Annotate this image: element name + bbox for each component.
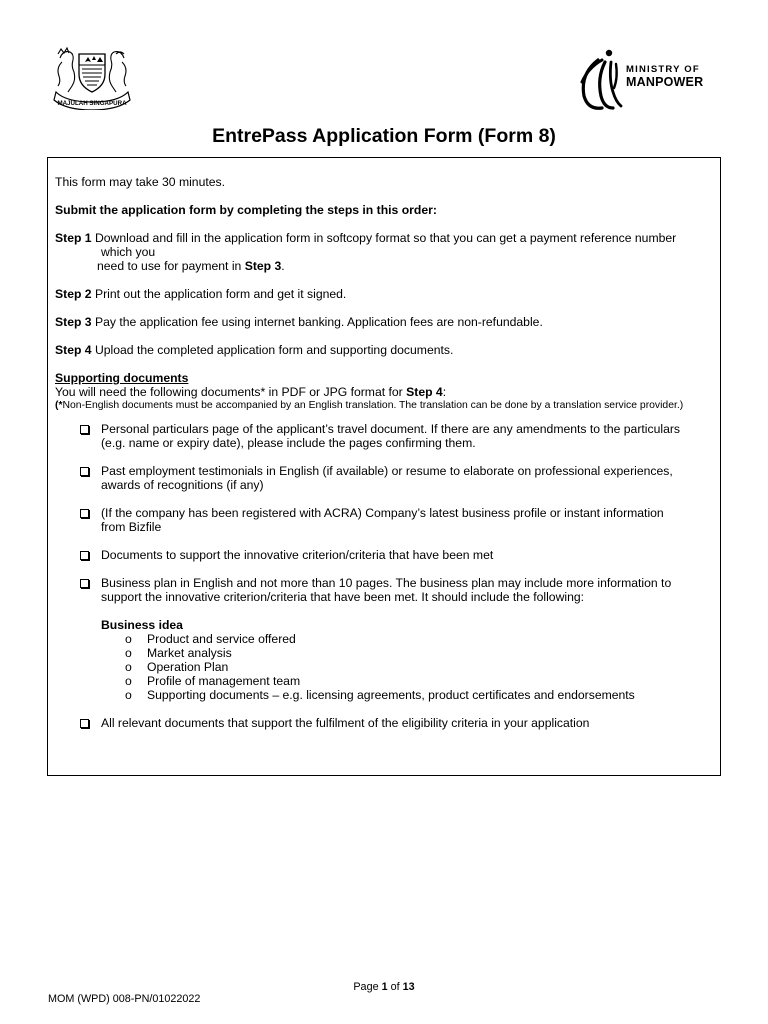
bullet-icon: o bbox=[125, 646, 132, 660]
step-1-continuation-1: which you bbox=[101, 245, 156, 259]
business-idea-point: o Product and service offered bbox=[125, 632, 296, 646]
step-1 bbox=[55, 231, 715, 245]
coat-of-arms-motto: MAJULAH SINGAPURA bbox=[57, 100, 127, 107]
ministry-name bbox=[626, 64, 703, 88]
checklist-item: Business plan in English and not more than 10 pages. The business plan may include more information to support the innovative criterion/criteria that have been met. It should include the following: bbox=[55, 576, 715, 604]
step-2: Step 2 Print out the application form and get it signed. bbox=[55, 287, 347, 301]
bullet-icon: o bbox=[125, 688, 132, 702]
step-1-label: Step 1 bbox=[55, 231, 92, 245]
translation-note: (*Non-English documents must be accompanied by an English translation. The translation can be done by a translation service provider.) bbox=[55, 400, 684, 411]
form-title: EntrePass Application Form (Form 8) bbox=[212, 125, 556, 147]
checklist-item: Documents to support the innovative criterion/criteria that have been met bbox=[55, 548, 715, 562]
instructions-box bbox=[47, 157, 721, 776]
singapore-coat-of-arms-logo bbox=[52, 44, 132, 110]
ministry-line-1: MINISTRY OF bbox=[626, 64, 700, 75]
checklist-item: (If the company has been registered with ACRA) Company’s latest business profile or instant information from Bizfile bbox=[55, 506, 715, 534]
step-1-continuation-2: need to use for payment in Step 3. bbox=[97, 259, 285, 273]
checkbox-icon bbox=[80, 551, 89, 560]
checklist-item: Personal particulars page of the applicant’s travel document. If there are any amendments to the particulars (e.g. name or expiry date), please include the pages confirming them. bbox=[55, 422, 715, 450]
bullet-icon: o bbox=[125, 660, 132, 674]
step-3: Step 3 Pay the application fee using internet banking. Application fees are non-refundable. bbox=[55, 315, 543, 329]
checklist-item: Past employment testimonials in English (if available) or resume to elaborate on professional experiences, awards of recognitions (if any) bbox=[55, 464, 715, 492]
bullet-icon: o bbox=[125, 674, 132, 688]
checkbox-icon bbox=[80, 467, 89, 476]
business-idea-heading: Business idea bbox=[101, 618, 183, 632]
bullet-icon: o bbox=[125, 632, 132, 646]
page-number: Page 1 of 13 bbox=[353, 981, 415, 993]
checklist-item: All relevant documents that support the fulfilment of the eligibility criteria in your application bbox=[55, 716, 715, 730]
checkbox-icon bbox=[80, 509, 89, 518]
business-idea-point: o Supporting documents – e.g. licensing agreements, product certificates and endorsements bbox=[125, 688, 635, 702]
supporting-documents-heading: Supporting documents bbox=[55, 371, 189, 385]
duration-text: This form may take 30 minutes. bbox=[55, 175, 226, 189]
checkbox-icon bbox=[80, 425, 89, 434]
instructions-content bbox=[55, 175, 715, 730]
business-idea-point: o Operation Plan bbox=[125, 660, 229, 674]
business-idea-point: o Profile of management team bbox=[125, 674, 301, 688]
instruction-heading: Submit the application form by completing the steps in this order: bbox=[55, 203, 437, 217]
step-1-text: Download and fill in the application form in softcopy format so that you can get a payment reference number bbox=[94, 231, 677, 245]
supporting-documents-intro: You will need the following documents* in PDF or JPG format for Step 4: bbox=[55, 385, 447, 399]
checkbox-icon bbox=[80, 579, 89, 588]
business-idea-point: o Market analysis bbox=[125, 646, 232, 660]
form-code: MOM (WPD) 008-PN/01022022 bbox=[48, 993, 201, 1005]
ministry-line-2: MANPOWER bbox=[626, 75, 704, 89]
checkbox-icon bbox=[80, 719, 89, 728]
step-4: Step 4 Upload the completed application form and supporting documents. bbox=[55, 343, 454, 357]
